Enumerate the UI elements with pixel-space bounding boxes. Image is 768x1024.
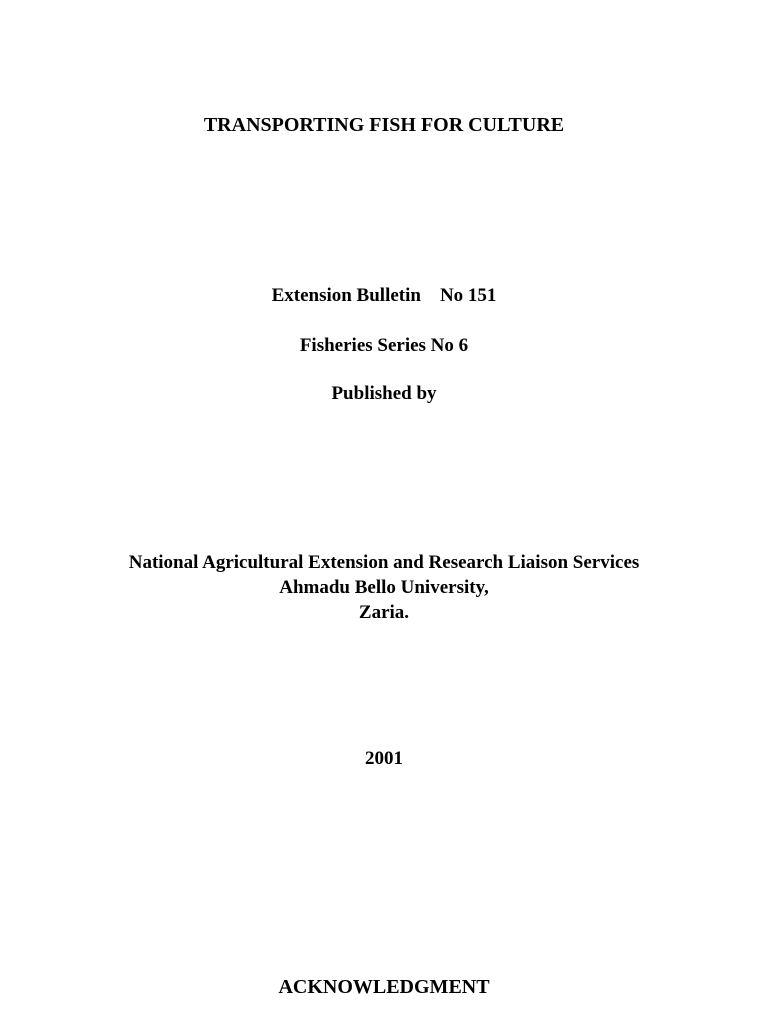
publisher-university: Ahmadu Bello University, xyxy=(279,577,489,598)
publisher-city: Zaria. xyxy=(358,602,410,623)
published-by-label: Published by xyxy=(331,383,437,404)
bulletin-number: Extension Bulletin No 151 xyxy=(271,285,497,306)
acknowledgment-heading: ACKNOWLEDGMENT xyxy=(278,976,490,998)
series-number: Fisheries Series No 6 xyxy=(299,335,469,356)
publisher-block xyxy=(0,553,768,628)
document-title: TRANSPORTING FISH FOR CULTURE xyxy=(203,114,565,136)
publication-year: 2001 xyxy=(365,748,403,769)
publisher-name: National Agricultural Extension and Research Liaison Services xyxy=(128,552,640,573)
